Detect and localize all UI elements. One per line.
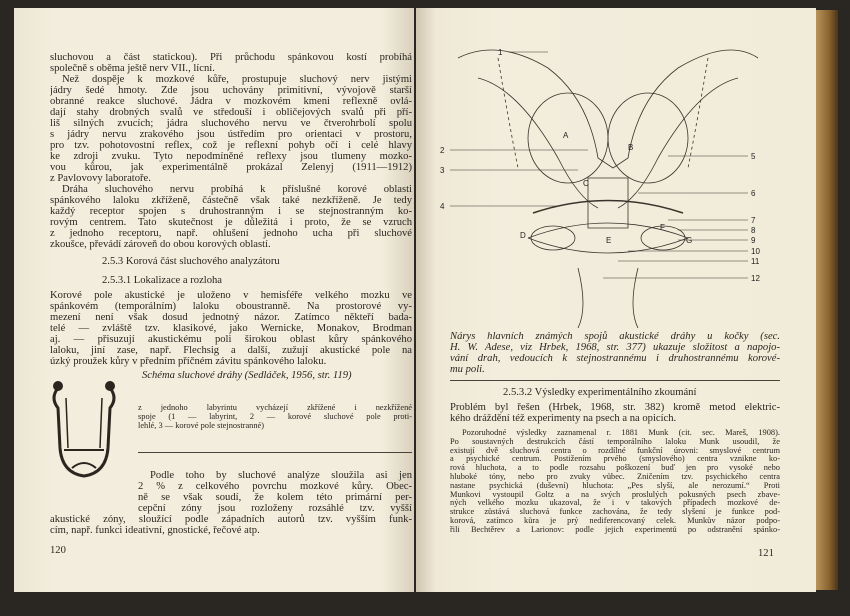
- left-paragraph-2: Než dospěje k mozkové kůře, prostupuje sluchový nerv jistými jádry šedé hmoty. Zde jsou uchovány primitivní, vývojově starší obranné reakce sluchové. Jádra v mozkovém kmeni reflexně ovlá- dají stahy drobných svalů ve středouší i obličejových svalů při pří- liš silných zvucích; jádra sluchového nervu ve čtverohrbolí spolu s jádry nervu zrakového jsou ústředím pro orientaci v prostoru, pro tzv. pohotovostní reflex, což je reflexní pohyb očí i celé hlavy ke zdroji zvuku. Tyto nepodmíněné reflexy jsou tlumeny mozko- vou kůrou, jak experimentálně prokázal Zelenyj (1911—1912) z Pavlovovy laboratoře.: [50, 74, 412, 184]
- auditory-pathway-schema-figure: [44, 378, 124, 488]
- right-figure-caption: Nárys hlavních známých spojů akustické dráhy u kočky (sec. H. W. Adese, viz Hrbek, 1968, str. 377) ukazuje složitost a napojo- vání drah, vedoucích k stejnostrannému i druhostrannému korové- mu poli.: [450, 331, 780, 375]
- right-paragraph-1: Problém byl řešen (Hrbek, 1968, str. 382) kromě metod elektric- kého dráždění též experimenty na psech a na opicích.: [450, 402, 780, 424]
- page-stack-edge: [816, 10, 838, 590]
- page-number-right: 121: [758, 548, 774, 559]
- section-heading-2-5-3-2: 2.5.3.2 Výsledky experimentálního zkoumání: [503, 387, 697, 398]
- left-paragraph-3: Dráha sluchového nervu probíhá k příslušné korové oblasti spánkového laloku zkříženě, částečně však také nezkříženě. Je tedy každý receptor spojen s druhostranným i se stejnostranným ko- rovým centrem. Tato skutečnost je důležitá i proto, že se vzruch z jednoho receptoru, např. ohlušení jednoho ucha při sluchové zkoušce, převádí zároveň do obou korových oblastí.: [50, 184, 412, 250]
- cat-auditory-pathway-diagram: [438, 38, 778, 328]
- diagram-label-a: A: [563, 131, 569, 140]
- right-small-paragraph: Pozoruhodné výsledky zaznamenal r. 1881 Munk (cit. sec. Mareš, 1908). Po soustavných destrukcích částí temporálního laloku Munk usoudil, že existují dvě sluchová centra o rozdílné funkční úrovni: smyslové centrum a psychické centrum. Postižením prvého (smyslového) centra vznikne ko- rová hluchota, a to podle rozsahu poškození buď jen pro vysoké nebo hluboké tóny, nebo pro zvuky vůbec. Zničením tzv. psychického centra nastane psychická (duševní) hluchota: „Pes slyší, ale nerozumí.“ Proti Munkovi vystoupil Goltz a na svých proslulých pokusných psech zbave- ných velkého mozku ukazoval, že i v takových případech mozkové de- strukce zůstává sluchová funkce zachována, že tedy slyšení je funkce pod- korová, zatímco kůra je prý nediferencovaný celek. Munkův názor podpo- řili Bechtěrev a Larionov: podle jejich experimentů po odstranění spánko-: [450, 429, 780, 534]
- diagram-label-e: E: [606, 236, 612, 245]
- caption-divider-right: [450, 380, 780, 381]
- diagram-label-d: D: [520, 231, 526, 240]
- diagram-label-7: 7: [751, 216, 756, 225]
- diagram-label-1: 1: [498, 48, 503, 57]
- diagram-label-6: 6: [751, 189, 756, 198]
- diagram-label-8: 8: [751, 226, 756, 235]
- left-paragraph-5-continued: akustické zóny, sloužící podle západních autorů tzv. vyšším funk- cím, např. funkci ideativní, gnostické, řečové atp.: [50, 514, 412, 536]
- diagram-label-5: 5: [751, 152, 756, 161]
- caption-divider: [138, 452, 412, 453]
- section-heading-2-5-3: 2.5.3 Korová část sluchového analyzátoru: [102, 256, 280, 267]
- diagram-label-f: F: [660, 223, 665, 232]
- diagram-label-12: 12: [751, 274, 760, 283]
- diagram-label-11: 11: [751, 257, 760, 266]
- page-number-left: 120: [50, 545, 66, 556]
- diagram-label-9: 9: [751, 236, 756, 245]
- diagram-label-3: 3: [440, 166, 445, 175]
- left-paragraph-4: Korové pole akustické je uloženo v hemisféře velkého mozku ve spánkovém (temporálním) laloku oboustranně. Na prostorové vy- mezení není však dosud jednotný názor. Zatímco někteří bada- telé — zvláště tzv. klasikové, jako Wernicke, Monakov, Brodman aj. — přisuzují akustickému poli širokou oblast kůry spánkového laloku, jiní zase, např. Flechsig a další, zužují akustické pole na úzký proužek kůry v předním příčném závitu spánkového laloku.: [50, 290, 412, 367]
- diagram-label-4: 4: [440, 202, 445, 211]
- section-heading-2-5-3-1: 2.5.3.1 Lokalizace a rozloha: [102, 275, 223, 286]
- diagram-label-10: 10: [751, 247, 760, 256]
- left-paragraph-1: sluchovou a část statickou). Při průchodu spánkovou kostí probíhá společně s oběma ještě nerv VII., lícní.: [50, 52, 412, 74]
- left-paragraph-5: Podle toho by sluchové analýze sloužila asi jen 2 % z celkového povrchu mozkové kůry. Obec- ně se však soudí, že kolem této primární per- cepční zóny jsou rozloženy rozsáhlé tzv. vyšší: [138, 470, 412, 514]
- left-figure-title: Schéma sluchové dráhy (Sedláček, 1956, str. 119): [142, 370, 352, 381]
- diagram-label-g: G: [686, 236, 693, 245]
- diagram-label-b: B: [628, 143, 634, 152]
- diagram-label-2: 2: [440, 146, 445, 155]
- left-figure-caption: z jednoho labyrintu vycházejí zkřížené i nezkřížené spoje (1 — labyrint, 2 — korové sluchové pole proti- lehlé, 3 — korové pole stejnostranné): [138, 404, 412, 430]
- diagram-label-c: C: [583, 179, 589, 188]
